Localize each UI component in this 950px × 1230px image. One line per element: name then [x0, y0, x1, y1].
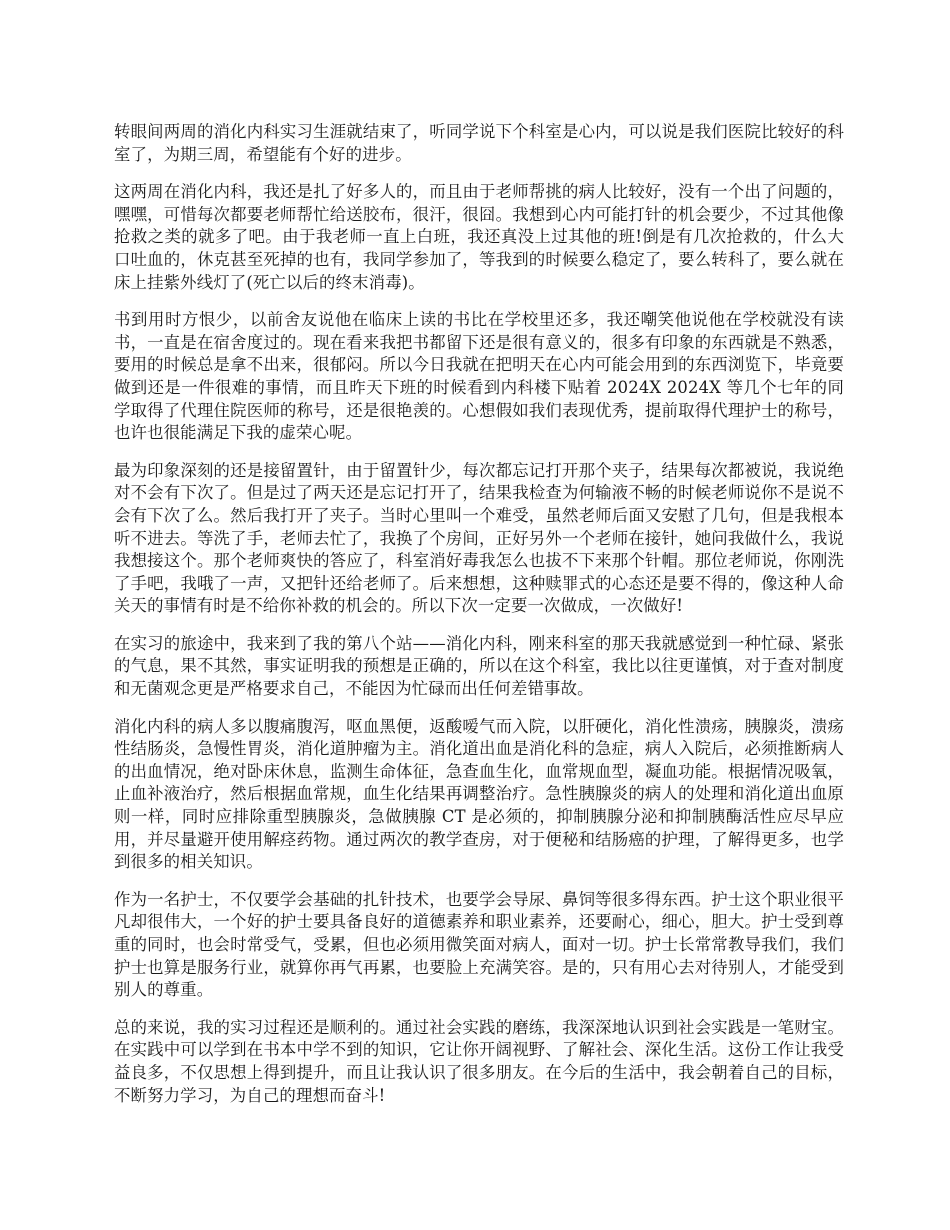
document-body — [114, 121, 844, 1122]
paragraph-1: 转眼间两周的消化内科实习生涯就结束了，听同学说下个科室是心内，可以说是我们医院比较好的科室了，为期三周，希望能有个好的进步。 — [114, 122, 844, 164]
paragraph-6: 消化内科的病人多以腹痛腹泻，呕血黑便，返酸嗳气而入院，以肝硬化，消化性溃疡，胰腺炎，溃疡性结肠炎，急慢性胃炎，消化道肿瘤为主。消化道出血是消化科的急症，病人入院后，必须推断病人的出血情况，绝对卧床休息，监测生命体征，急查血生化，血常规血型，凝血功能。根据情况吸氧，止血补液治疗，然后根据血常规，血生化结果再调整治疗。急性胰腺炎的病人的处理和消化道出血原则一样，同时应排除重型胰腺炎，急做胰腺 CT 是必须的，抑制胰腺分泌和抑制胰酶活性应尽早应用，并尽量避开使用解痉药物。通过两次的教学查房，对于便秘和结肠癌的护理，了解得更多，也学到很多的相关知识。 — [114, 716, 844, 872]
paragraph-3: 书到用时方恨少，以前舍友说他在临床上读的书比在学校里还多，我还嘲笑他说他在学校就没有读书，一直是在宿舍度过的。现在看来我把书都留下还是很有意义的，很多有印象的东西就是不熟悉，要用的时候总是拿不出来，很郁闷。所以今日我就在把明天在心内可能会用到的东西浏览下，毕竟要做到还是一件很难的事情，而且昨天下班的时候看到内科楼下贴着 2024X 2024X 等几个七年的同学取得了代理住院医师的称号，还是很艳羡的。心想假如我们表现优秀，提前取得代理护士的称号，也许也很能满足下我的虚荣心呢。 — [114, 310, 844, 443]
paragraph-8: 总的来说，我的实习过程还是顺利的。通过社会实践的磨练，我深深地认识到社会实践是一笔财宝。在实践中可以学到在书本中学不到的知识，它让你开阔视野、了解社会、深化生活。这份工作让我受益良多，不仅思想上得到提升，而且让我认识了很多朋友。在今后的生活中，我会朝着自己的目标，不断努力学习，为自己的理想而奋斗! — [114, 1017, 844, 1105]
paragraph-2: 这两周在消化内科，我还是扎了好多人的，而且由于老师帮挑的病人比较好，没有一个出了问题的，嘿嘿，可惜每次都要老师帮忙给送胶布，很汗，很囧。我想到心内可能打针的机会要少，不过其他像抢救之类的就多了吧。由于我老师一直上白班，我还真没上过其他的班!倒是有几次抢救的，什么大口吐血的，休克甚至死掉的也有，我同学参加了，等我到的时候要么稳定了，要么转科了，要么就在床上挂紫外线灯了(死亡以后的终末消毒)。 — [114, 182, 844, 292]
paragraph-5: 在实习的旅途中，我来到了我的第八个站——消化内科，刚来科室的那天我就感觉到一种忙碌、紧张的气息，果不其然，事实证明我的预想是正确的，所以在这个科室，我比以往更谨慎，对于查对制度和无菌观念更是严格要求自己，不能因为忙碌而出任何差错事故。 — [114, 633, 844, 699]
paragraph-4: 最为印象深刻的还是接留置针，由于留置针少，每次都忘记打开那个夹子，结果每次都被说，我说绝对不会有下次了。但是过了两天还是忘记打开了，结果我检查为何输液不畅的时候老师说你不是说不会有下次了么。然后我打开了夹子。当时心里叫一个难受，虽然老师后面又安慰了几句，但是我根本听不进去。等洗了手，老师去忙了，我换了个房间，正好另外一个老师在接针，她问我做什么，我说我想接这个。那个老师爽快的答应了，科室消好毒我怎么也拔不下来那个针帽。那位老师说，你刚洗了手吧，我哦了一声，又把针还给老师了。后来想想，这种赎罪式的心态还是要不得的，像这种人命关天的事情有时是不给你补救的机会的。所以下次一定要一次做成，一次做好! — [114, 460, 844, 616]
paragraph-7: 作为一名护士，不仅要学会基础的扎针技术，也要学会导尿、鼻饲等很多得东西。护士这个职业很平凡却很伟大，一个好的护士要具备良好的道德素养和职业素养，还要耐心，细心，胆大。护士受到尊重的同时，也会时常受气，受累，但也必须用微笑面对病人，面对一切。护士长常常教导我们，我们护士也算是服务行业，就算你再气再累，也要脸上充满笑容。是的，只有用心去对待别人，才能受到别人的尊重。 — [114, 889, 844, 1000]
